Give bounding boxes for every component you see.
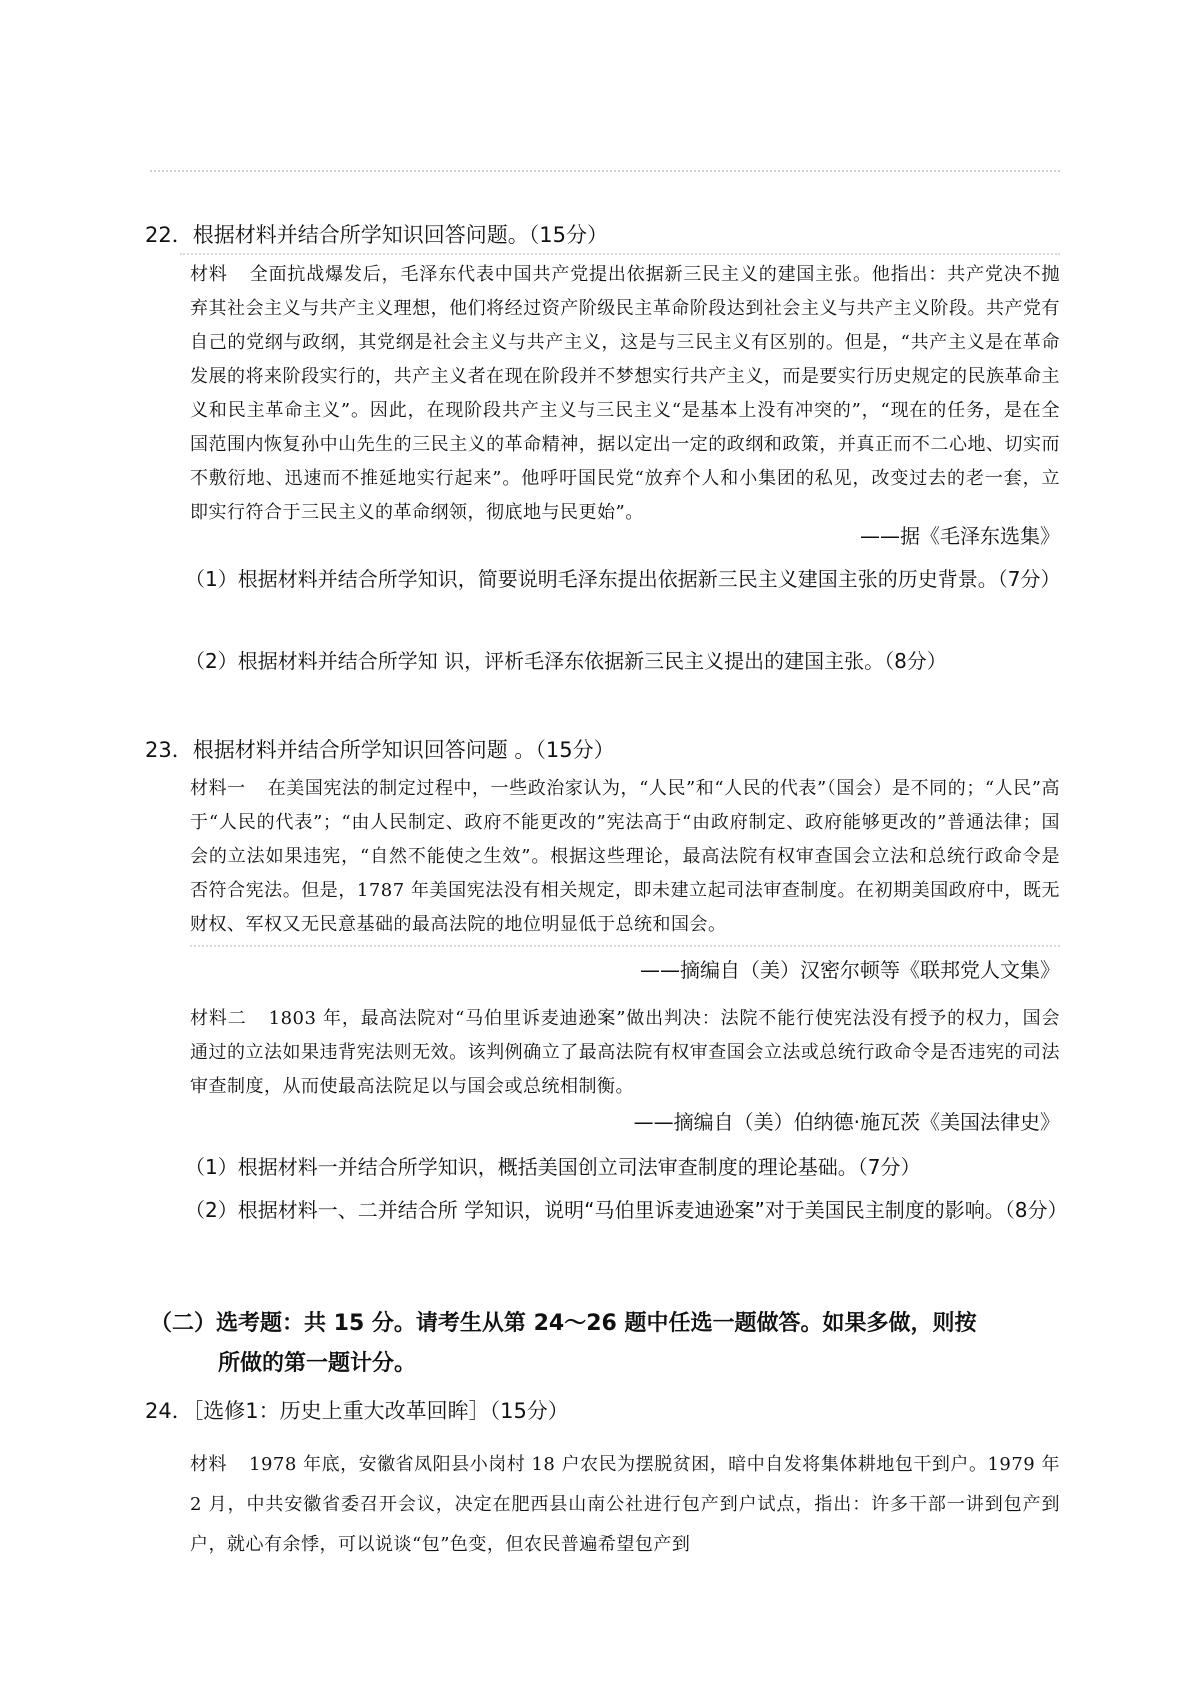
q22-source: ——据《毛泽东选集》: [860, 524, 1060, 548]
q24-material-text: 1978 年底，安徽省凤阳县小岗村 18 户农民为摆脱贫困，暗中自发将集体耕地包干到户。1979 年 2 月，中共安徽省委召开会议，决定在肥西县山南公社进行包产到户试点，指出：许多干部一讲到包产到户，就心有余悸，可以说谈“包”色变，但农民普遍希望包产到: [190, 1454, 1061, 1555]
q24-material: [190, 1445, 1060, 1565]
q23-material-1-label: 材料一: [190, 778, 246, 799]
q23-material-2: [190, 1002, 1060, 1104]
header-divider: [150, 170, 1060, 172]
q23-material-1: [190, 772, 1060, 942]
q22-title: 22．根据材料并结合所学知识回答问题。（15分）: [145, 223, 608, 247]
q22-material-label: 材料: [190, 264, 228, 285]
q22-subquestion-1: （1）根据材料并结合所学知识，简要说明毛泽东提出依据新三民主义建国主张的历史背景。（7分）: [185, 567, 1061, 591]
section-2-heading-line1: （二）选考题：共 15 分。请考生从第 24～26 题中任选一题做答。如果多做，则按: [150, 1311, 977, 1336]
q23-divider: [190, 945, 1060, 947]
q23-subquestion-2: （2）根据材料一、二并结合所 学知识，说明“马伯里诉麦迪逊案”对于美国民主制度的影响。（8分）: [185, 1198, 1068, 1222]
q24-material-label: 材料: [190, 1454, 228, 1475]
q23-material-1-source: ——摘编自（美）汉密尔顿等《联邦党人文集》: [640, 958, 1060, 982]
q22-divider: [180, 253, 1060, 255]
q22-subquestion-2: （2）根据材料并结合所学知 识，评析毛泽东依据新三民主义提出的建国主张。（8分）: [185, 649, 947, 673]
q23-material-2-text: 1803 年，最高法院对“马伯里诉麦迪逊案”做出判决：法院不能行使宪法没有授予的权力，国会通过的立法如果违背宪法则无效。该判例确立了最高法院有权审查国会立法或总统行政命令是否违宪的司法审查制度，从而使最高法院足以与国会或总统相制衡。: [190, 1008, 1060, 1097]
q23-material-1-text: 在美国宪法的制定过程中，一些政治家认为，“人民”和“人民的代表”（国会）是不同的；“人民”高于“人民的代表”；“由人民制定、政府不能更改的”宪法高于“由政府制定、政府能够更改的”普通法律；国会的立法如果违宪，“自然不能使之生效”。根据这些理论，最高法院有权审查国会立法和总统行政命令是否符合宪法。但是，1787 年美国宪法没有相关规定，即未建立起司法审查制度。在初期美国政府中，既无财权、军权又无民意基础的最高法院的地位明显低于总统和国会。: [190, 778, 1060, 935]
q23-material-2-source: ——摘编自（美）伯纳德·施瓦茨《美国法律史》: [633, 1110, 1060, 1134]
q22-material-text: 全面抗战爆发后，毛泽东代表中国共产党提出依据新三民主义的建国主张。他指出：共产党决不抛弃其社会主义与共产主义理想，他们将经过资产阶级民主革命阶段达到社会主义与共产主义阶段。共产党有自己的党纲与政纲，其党纲是社会主义与共产主义，这是与三民主义有区别的。但是，“共产主义是在革命发展的将来阶段实行的，共产主义者在现在阶段并不梦想实行共产主义，而是要实行历史规定的民族革命主义和民主革命主义”。因此，在现阶段共产主义与三民主义“是基本上没有冲突的”，“现在的任务，是在全国范围内恢复孙中山先生的三民主义的革命精神，据以定出一定的政纲和政策，并真正而不二心地、切实而不敷衍地、迅速而不推延地实行起来”。他呼吁国民党“放弃个人和小集团的私见，改变过去的老一套，立即实行符合于三民主义的革命纲领，彻底地与民更始”。: [190, 264, 1061, 523]
q23-material-2-label: 材料二: [190, 1008, 247, 1029]
q23-subquestion-1: （1）根据材料一并结合所学知识，概括美国创立司法审查制度的理论基础。（7分）: [185, 1155, 921, 1179]
section-2-heading-line2: 所做的第一题计分。: [218, 1351, 417, 1376]
q22-material: [190, 258, 1060, 530]
q24-title: 24．［选修1：历史上重大改革回眸］（15分）: [145, 1399, 569, 1423]
q23-title: 23．根据材料并结合所学知识回答问题 。（15分）: [145, 738, 615, 762]
